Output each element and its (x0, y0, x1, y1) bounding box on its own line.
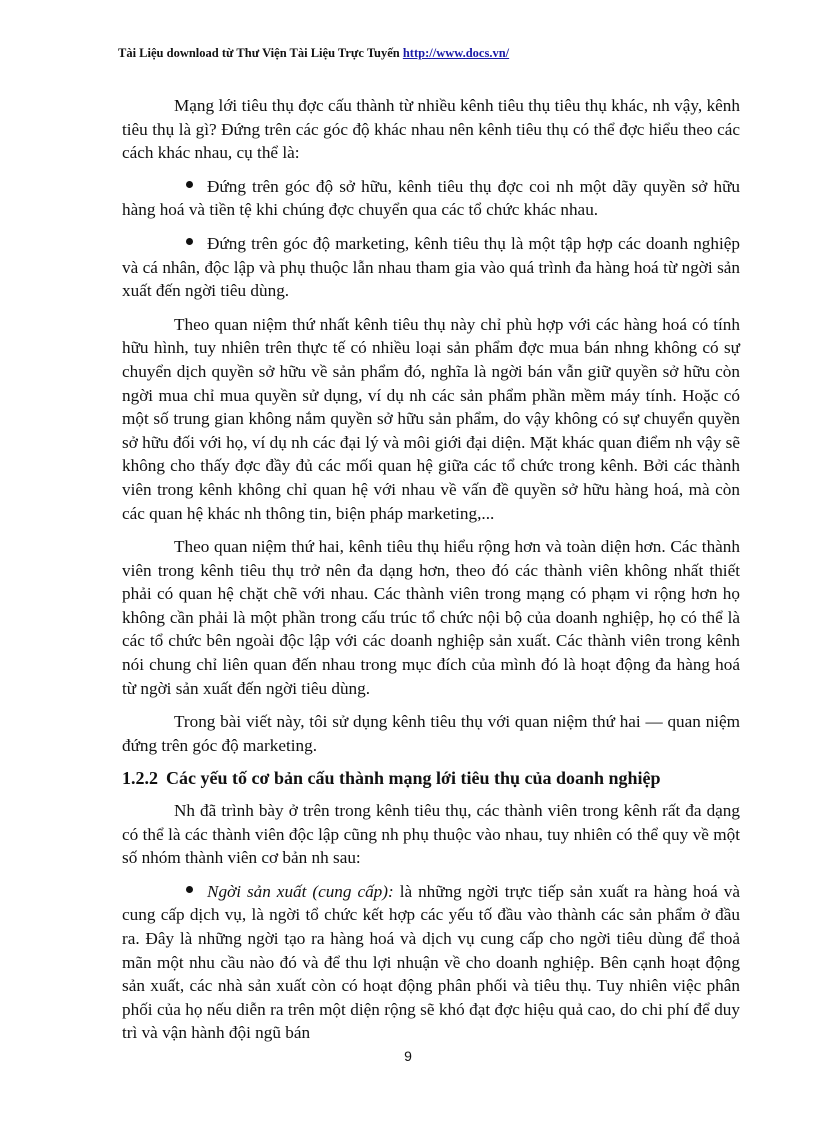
bullet-icon (186, 181, 193, 188)
bullet-icon (186, 886, 193, 893)
page-number: 9 (404, 1048, 412, 1064)
bullet-marketing-text: Đứng trên góc độ marketing, kênh tiêu thụ là một tập hợp các doanh nghiệp và cá nhân, độc lập và phụ thuộc lẫn nhau tham gia vào quá trình đa hàng hoá từ ngời sản xuất đến ngời tiêu dùng. (122, 233, 740, 301)
paragraph-choice: Trong bài viết này, tôi sử dụng kênh tiêu thụ với quan niệm thứ hai — quan niệm đứng trên góc độ marketing. (122, 712, 740, 755)
document-body (122, 94, 740, 1055)
bullet-producer (122, 880, 740, 1045)
header-link[interactable]: http://www.docs.vn/ (402, 46, 510, 60)
bullet-ownership (122, 175, 740, 222)
paragraph-intro: Mạng lới tiêu thụ đợc cấu thành từ nhiều kênh tiêu thụ tiêu thụ khác, nh vậy, kênh tiêu thụ là gì? Đứng trên các góc độ khác nhau nên kênh tiêu thụ có thể đợc hiểu theo các cách khác nhau, cụ thể là: (122, 96, 740, 163)
bullet-icon (186, 238, 193, 245)
bullet-producer-term: Ngời sản xuất (cung cấp): (207, 881, 394, 901)
page-header (118, 46, 718, 61)
paragraph-second-view: Theo quan niệm thứ hai, kênh tiêu thụ hiểu rộng hơn và toàn diện hơn. Các thành viên trong kênh tiêu thụ trở nên đa dạng hơn, theo đó các thành viên không nhất thiết phải có quan hệ chặt chẽ với nhau. Các thành viên trong mạng có phạm vi rộng hơn họ không cần phải là một phần trong cấu trúc tổ chức nội bộ của doanh nghiệp, họ có thể là các tổ chức bên ngoài độc lập với các doanh nghiệp sản xuất. Các thành viên trong kênh nói chung chỉ liên quan đến nhau trong mục đích của mình đó là hoạt động đa hàng hoá từ ngời sản xuất đến ngời tiêu dùng. (122, 537, 740, 698)
paragraph-first-view: Theo quan niệm thứ nhất kênh tiêu thụ này chỉ phù hợp với các hàng hoá có tính hữu hình, tuy nhiên trên thực tế có nhiều loại sản phẩm đợc mua bán nhng không có sự chuyển dịch quyền sở hữu về sản phẩm đó, nghĩa là ngời bán vẫn giữ quyền sở hữu còn ngời mua chỉ mua quyền sử dụng, ví dụ nh các sản phẩm phần mềm máy tính. Hoặc có một số trung gian không nắm quyền sở hữu sản phẩm, do vậy không có sự chuyển quyền sở hữu đối với họ, ví dụ nh các đại lý và môi giới đại diện. Mặt khác quan điểm nh vậy sẽ không cho thấy đợc đầy đủ các mối quan hệ giữa các tổ chức trong kênh. Bởi các thành viên trong kênh không chỉ quan hệ với nhau về vấn đề quyền sở hữu hàng hoá, mà còn các quan hệ khác nh thông tin, biện pháp marketing,... (122, 314, 740, 523)
section-title: Các yếu tố cơ bản cấu thành mạng lới tiêu thụ của doanh nghiệp (166, 768, 661, 789)
section-heading (122, 767, 740, 791)
header-label: Tài Liệu download từ Thư Viện Tài Liệu Trực Tuyến (118, 46, 400, 60)
paragraph-members: Nh đã trình bày ở trên trong kênh tiêu thụ, các thành viên trong kênh rất đa dạng có thể là các thành viên độc lập cũng nh phụ thuộc vào nhau, tuy nhiên có thể quy về một số nhóm thành viên cơ bản nh sau: (122, 801, 740, 868)
bullet-marketing (122, 232, 740, 303)
bullet-ownership-text: Đứng trên góc độ sở hữu, kênh tiêu thụ đợc coi nh một dãy quyền sở hữu hàng hoá và tiền tệ khi chúng đợc chuyển qua các tổ chức khác nhau. (122, 176, 740, 220)
bullet-producer-text: là những ngời trực tiếp sản xuất ra hàng hoá và cung cấp dịch vụ, là ngời tổ chức kết hợp các yếu tố đầu vào thành các sản phẩm ở đầu ra. Đây là những ngời tạo ra hàng hoá và dịch vụ cung cấp cho ngời tiêu dùng để thoả mãn một nhu cầu nào đó và để thu lợi nhuận về cho doanh nghiệp. Bên cạnh hoạt động sản xuất, các nhà sản xuất còn có hoạt động phân phối và tiêu thụ. Tuy nhiên việc phân phối của họ nếu diễn ra trên một diện rộng sẽ khó đạt đợc hiệu quả cao, do chi phí để duy trì và vận hành đội ngũ bán (122, 881, 740, 1043)
section-number: 1.2.2 (122, 768, 158, 789)
